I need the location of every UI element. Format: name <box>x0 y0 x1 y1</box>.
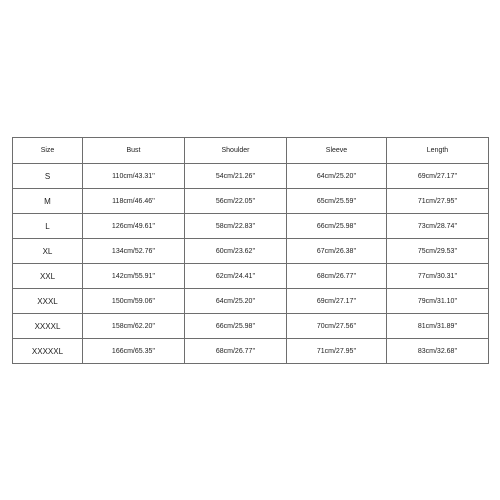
cell-size: XL <box>13 239 83 264</box>
header-size: Size <box>13 138 83 164</box>
cell-sleeve: 65cm/25.59'' <box>287 189 387 214</box>
cell-shoulder: 56cm/22.05'' <box>185 189 287 214</box>
cell-sleeve: 71cm/27.95'' <box>287 339 387 364</box>
header-row <box>13 138 489 164</box>
cell-sleeve: 66cm/25.98'' <box>287 214 387 239</box>
cell-length: 77cm/30.31'' <box>387 264 489 289</box>
table-row <box>13 214 489 239</box>
table-row <box>13 189 489 214</box>
cell-shoulder: 68cm/26.77'' <box>185 339 287 364</box>
header-shoulder: Shoulder <box>185 138 287 164</box>
table-row <box>13 314 489 339</box>
cell-shoulder: 66cm/25.98'' <box>185 314 287 339</box>
cell-bust: 158cm/62.20'' <box>83 314 185 339</box>
cell-length: 83cm/32.68'' <box>387 339 489 364</box>
cell-bust: 166cm/65.35'' <box>83 339 185 364</box>
table-row <box>13 289 489 314</box>
cell-length: 73cm/28.74'' <box>387 214 489 239</box>
table-row <box>13 339 489 364</box>
cell-length: 81cm/31.89'' <box>387 314 489 339</box>
cell-shoulder: 60cm/23.62'' <box>185 239 287 264</box>
cell-shoulder: 64cm/25.20'' <box>185 289 287 314</box>
cell-size: XXL <box>13 264 83 289</box>
cell-length: 69cm/27.17'' <box>387 164 489 189</box>
cell-shoulder: 54cm/21.26'' <box>185 164 287 189</box>
cell-size: M <box>13 189 83 214</box>
cell-sleeve: 69cm/27.17'' <box>287 289 387 314</box>
cell-bust: 142cm/55.91'' <box>83 264 185 289</box>
cell-sleeve: 67cm/26.38'' <box>287 239 387 264</box>
table-row <box>13 164 489 189</box>
cell-bust: 110cm/43.31'' <box>83 164 185 189</box>
table-row <box>13 239 489 264</box>
cell-sleeve: 68cm/26.77'' <box>287 264 387 289</box>
size-chart-body <box>13 164 489 364</box>
size-chart-table <box>12 137 489 364</box>
cell-sleeve: 70cm/27.56'' <box>287 314 387 339</box>
cell-sleeve: 64cm/25.20'' <box>287 164 387 189</box>
cell-bust: 150cm/59.06'' <box>83 289 185 314</box>
cell-size: XXXXL <box>13 314 83 339</box>
header-sleeve: Sleeve <box>287 138 387 164</box>
cell-size: S <box>13 164 83 189</box>
cell-bust: 126cm/49.61'' <box>83 214 185 239</box>
header-bust: Bust <box>83 138 185 164</box>
cell-size: L <box>13 214 83 239</box>
cell-size: XXXL <box>13 289 83 314</box>
cell-length: 71cm/27.95'' <box>387 189 489 214</box>
cell-shoulder: 62cm/24.41'' <box>185 264 287 289</box>
table-row <box>13 264 489 289</box>
cell-bust: 134cm/52.76'' <box>83 239 185 264</box>
cell-length: 75cm/29.53'' <box>387 239 489 264</box>
cell-length: 79cm/31.10'' <box>387 289 489 314</box>
size-chart-header <box>13 138 489 164</box>
cell-bust: 118cm/46.46'' <box>83 189 185 214</box>
header-length: Length <box>387 138 489 164</box>
cell-shoulder: 58cm/22.83'' <box>185 214 287 239</box>
cell-size: XXXXXL <box>13 339 83 364</box>
